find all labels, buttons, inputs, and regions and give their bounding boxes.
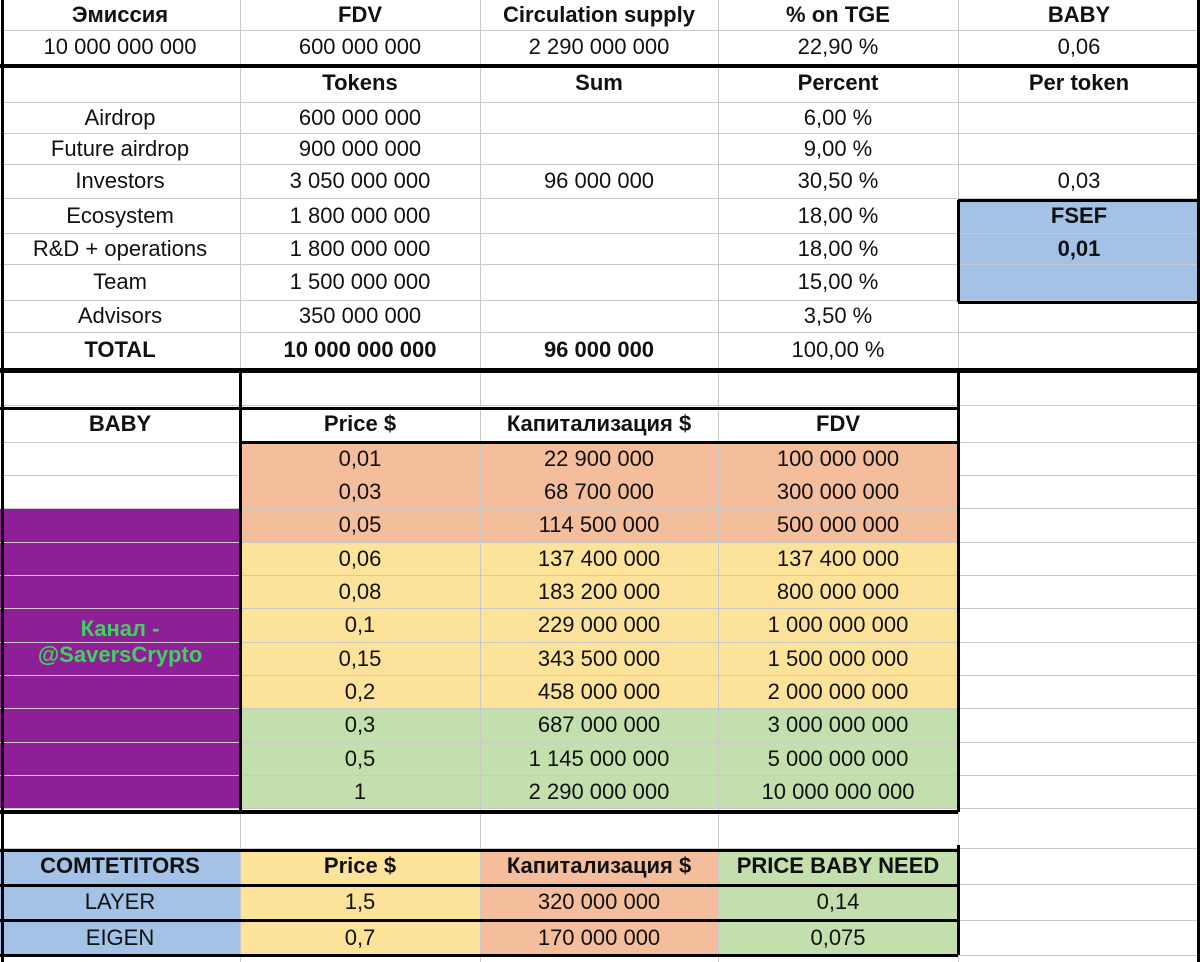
fsef-value[interactable]: 0,01 — [1057, 235, 1101, 261]
pricing-fdv[interactable]: 137 400 000 — [776, 545, 900, 571]
allocation-header[interactable]: Sum — [575, 70, 623, 95]
pricing-cap[interactable]: 458 000 000 — [537, 678, 661, 704]
thick-border — [1197, 0, 1200, 962]
competitor-need[interactable]: 0,14 — [816, 889, 860, 914]
allocation-name[interactable]: Advisors — [77, 303, 163, 328]
pricing-price[interactable]: 0,05 — [338, 512, 382, 537]
total-tokens[interactable]: 10 000 000 000 — [283, 337, 437, 362]
allocation-name[interactable]: Ecosystem — [66, 202, 174, 228]
allocation-tokens[interactable]: 3 050 000 000 — [289, 168, 431, 193]
summary-header[interactable]: Circulation supply — [503, 2, 695, 27]
total-percent[interactable]: 100,00 % — [791, 337, 885, 362]
allocation-percent[interactable]: 3,50 % — [803, 303, 873, 328]
competitor-header[interactable]: Капитализация $ — [506, 853, 692, 878]
summary-header[interactable]: FDV — [338, 2, 382, 27]
pricing-cap[interactable]: 114 500 000 — [538, 512, 660, 537]
grid-line-h — [0, 808, 1200, 809]
summary-header[interactable]: Эмиссия — [71, 2, 169, 27]
pricing-fdv[interactable]: 2 000 000 000 — [767, 678, 909, 704]
competitor-price[interactable]: 1,5 — [344, 889, 376, 914]
summary-value[interactable]: 600 000 000 — [298, 34, 422, 59]
pricing-cap[interactable]: 687 000 000 — [537, 712, 661, 737]
pricing-header[interactable]: Price $ — [323, 410, 397, 436]
pricing-fdv[interactable]: 800 000 000 — [776, 578, 900, 604]
pricing-cap[interactable]: 2 290 000 000 — [528, 778, 670, 804]
competitor-header[interactable]: COMTETITORS — [40, 853, 200, 878]
promo-line1[interactable]: Канал - — [80, 616, 160, 641]
allocation-percent[interactable]: 9,00 % — [803, 135, 873, 161]
allocation-header[interactable]: Per token — [1028, 70, 1130, 95]
summary-value[interactable]: 2 290 000 000 — [528, 34, 670, 59]
allocation-header[interactable]: Tokens — [322, 70, 398, 95]
competitor-header[interactable]: Price $ — [323, 853, 397, 878]
total-sum[interactable]: 96 000 000 — [543, 337, 655, 362]
pricing-fdv[interactable]: 3 000 000 000 — [767, 712, 909, 737]
competitor-header[interactable]: PRICE BABY NEED — [736, 853, 940, 878]
total-label[interactable]: TOTAL — [84, 337, 156, 362]
pricing-price[interactable]: 0,1 — [344, 612, 376, 637]
summary-value[interactable]: 10 000 000 000 — [43, 34, 197, 59]
pricing-header[interactable]: FDV — [816, 410, 860, 436]
pricing-cap[interactable]: 343 500 000 — [537, 645, 661, 671]
pricing-price[interactable]: 0,5 — [344, 745, 376, 771]
pricing-fdv[interactable]: 10 000 000 000 — [761, 778, 915, 804]
competitor-name[interactable]: EIGEN — [85, 924, 155, 950]
pricing-cap[interactable]: 22 900 000 — [543, 445, 655, 471]
pricing-fdv[interactable]: 5 000 000 000 — [767, 745, 909, 771]
pricing-price[interactable]: 0,2 — [344, 678, 376, 704]
pricing-fdv[interactable]: 500 000 000 — [776, 512, 900, 537]
pricing-price[interactable]: 0,03 — [338, 478, 382, 504]
allocation-tokens[interactable]: 1 800 000 000 — [289, 202, 431, 228]
allocation-tokens[interactable]: 900 000 000 — [298, 135, 422, 161]
allocation-tokens[interactable]: 1 800 000 000 — [289, 235, 431, 261]
pricing-cap[interactable]: 1 145 000 000 — [528, 745, 670, 771]
pricing-price[interactable]: 0,3 — [344, 712, 376, 737]
allocation-percent[interactable]: 18,00 % — [797, 235, 879, 261]
allocation-name[interactable]: Investors — [75, 168, 165, 193]
pricing-cap[interactable]: 137 400 000 — [537, 545, 661, 571]
pricing-price[interactable]: 0,01 — [338, 445, 382, 471]
thick-border — [0, 368, 1200, 373]
fsef-label[interactable]: FSEF — [1050, 202, 1108, 228]
allocation-percent[interactable]: 15,00 % — [797, 269, 879, 294]
summary-header[interactable]: BABY — [1047, 2, 1111, 27]
summary-header[interactable]: % on TGE — [786, 2, 890, 27]
allocation-name[interactable]: Future airdrop — [50, 135, 190, 161]
allocation-name[interactable]: Airdrop — [84, 104, 156, 130]
pricing-price[interactable]: 0,06 — [338, 545, 382, 571]
pricing-cap[interactable]: 68 700 000 — [543, 478, 655, 504]
pricing-header[interactable]: Капитализация $ — [506, 410, 692, 436]
pricing-label[interactable]: BABY — [88, 410, 152, 436]
summary-value[interactable]: 0,06 — [1057, 34, 1101, 59]
pricing-price[interactable]: 1 — [353, 778, 367, 804]
pricing-fdv[interactable]: 1 500 000 000 — [767, 645, 909, 671]
pricing-fdv[interactable]: 1 000 000 000 — [767, 612, 909, 637]
summary-value[interactable]: 22,90 % — [797, 34, 879, 59]
pricing-cap[interactable]: 183 200 000 — [537, 578, 661, 604]
allocation-tokens[interactable]: 1 500 000 000 — [289, 269, 431, 294]
thick-border — [0, 810, 958, 814]
thick-border — [958, 301, 1200, 304]
allocation-name[interactable]: R&D + operations — [32, 235, 208, 261]
allocation-name[interactable]: Team — [93, 269, 147, 294]
allocation-sum[interactable]: 96 000 000 — [543, 168, 655, 193]
allocation-percent[interactable]: 6,00 % — [803, 104, 873, 130]
allocation-percent[interactable]: 18,00 % — [797, 202, 879, 228]
allocation-tokens[interactable]: 350 000 000 — [298, 303, 422, 328]
competitor-cap[interactable]: 170 000 000 — [537, 924, 661, 950]
competitor-price[interactable]: 0,7 — [344, 924, 376, 950]
allocation-per-token[interactable]: 0,03 — [1057, 168, 1101, 193]
pricing-fdv[interactable]: 100 000 000 — [776, 445, 900, 471]
promo-line2[interactable]: @SaversCrypto — [37, 642, 203, 667]
allocation-header[interactable]: Percent — [797, 70, 879, 95]
pricing-cap[interactable]: 229 000 000 — [537, 612, 661, 637]
allocation-percent[interactable]: 30,50 % — [797, 168, 879, 193]
pricing-price[interactable]: 0,15 — [338, 645, 382, 671]
competitor-cap[interactable]: 320 000 000 — [537, 889, 661, 914]
competitor-need[interactable]: 0,075 — [810, 924, 866, 950]
pricing-price[interactable]: 0,08 — [338, 578, 382, 604]
pricing-fdv[interactable]: 300 000 000 — [776, 478, 900, 504]
competitor-name[interactable]: LAYER — [84, 889, 156, 914]
allocation-tokens[interactable]: 600 000 000 — [298, 104, 422, 130]
